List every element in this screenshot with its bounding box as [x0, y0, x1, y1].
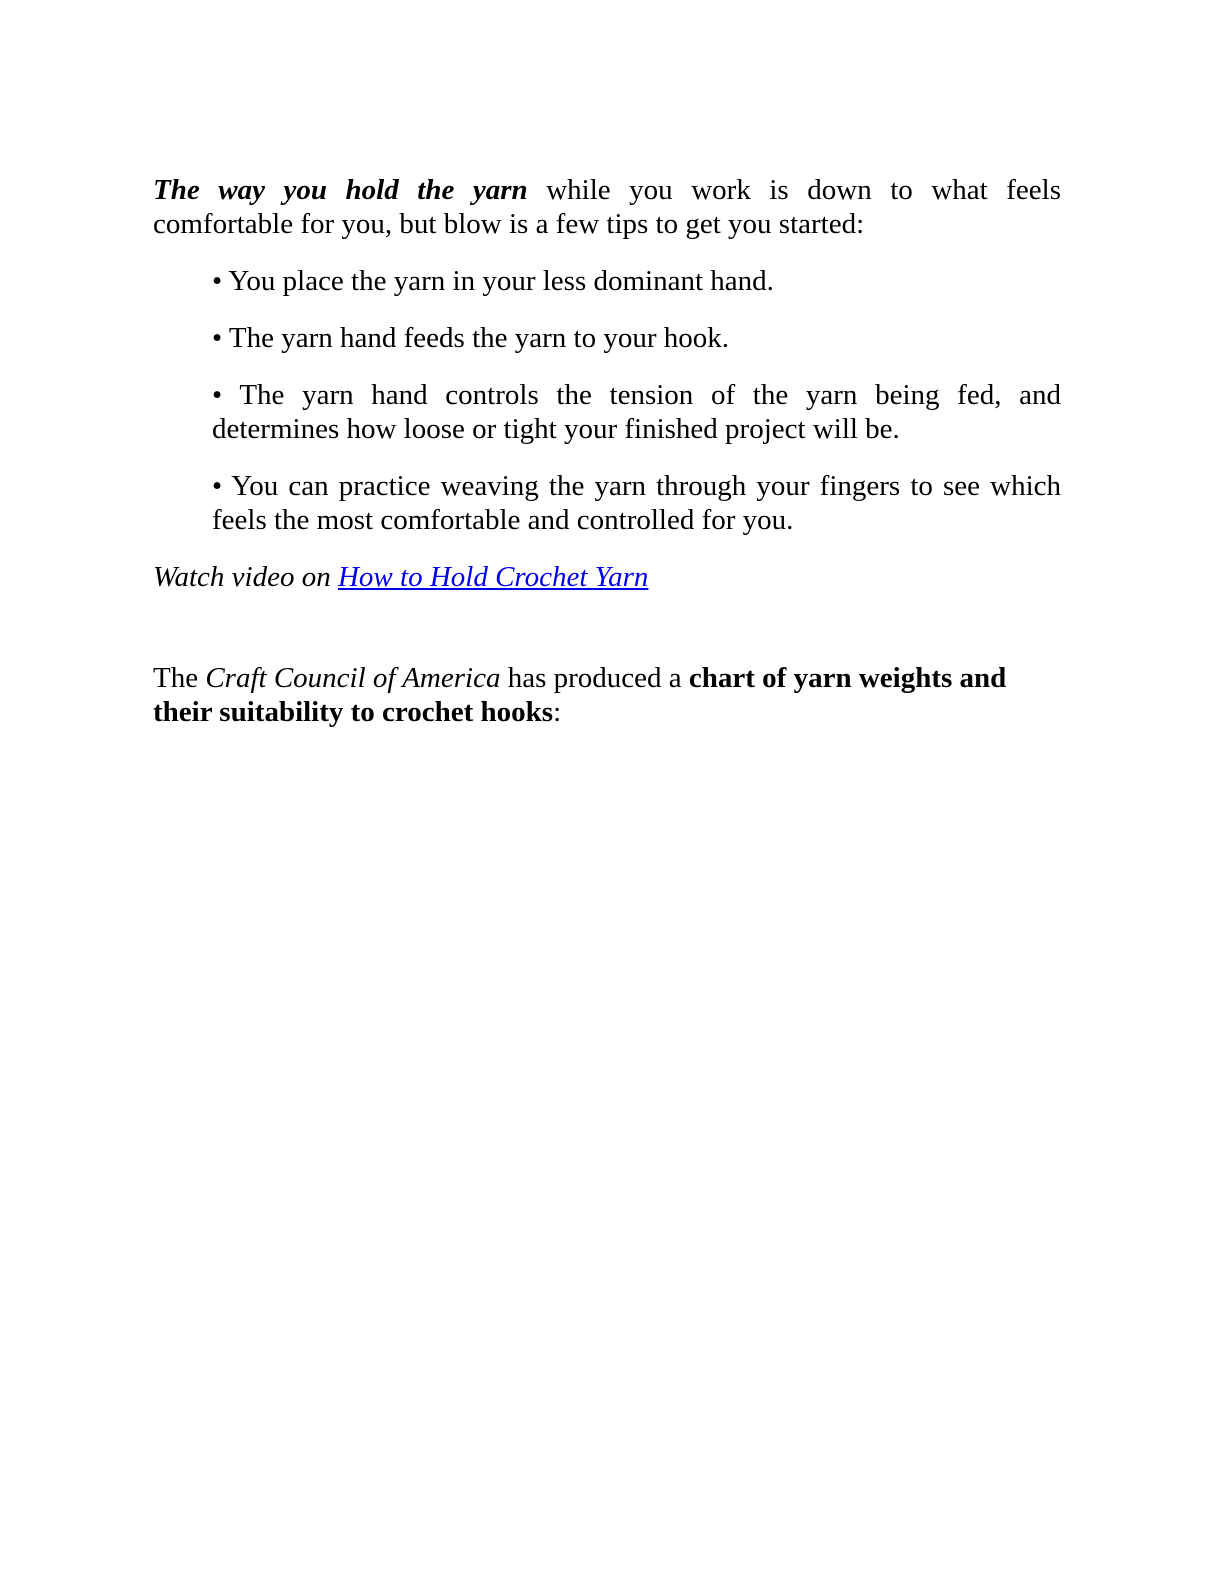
document-page	[153, 173, 1061, 729]
tips-list	[153, 264, 1061, 537]
video-line	[153, 560, 1061, 594]
tip-text: You can practice weaving the yarn through your fingers to see which feels the most comfortable and controlled for you.	[212, 470, 1061, 536]
tip-item-2	[212, 321, 1061, 355]
intro-lead-emphasis: The way you hold the yarn	[153, 174, 528, 206]
bullet-icon: •	[212, 265, 223, 297]
bullet-icon: •	[212, 470, 223, 502]
council-org-name: Craft Council of America	[205, 662, 501, 694]
intro-text: while you work is down to what feels comfortable for you, but blow is a few tips to get you started:	[153, 174, 1061, 240]
council-text-2: has produced a	[500, 662, 689, 694]
tip-text: You place the yarn in your less dominant hand.	[228, 265, 774, 297]
council-text-end: :	[553, 696, 562, 728]
tip-item-4	[212, 469, 1061, 537]
intro-paragraph	[153, 173, 1061, 241]
tip-text: The yarn hand feeds the yarn to your hook.	[228, 322, 729, 354]
video-link[interactable]: How to Hold Crochet Yarn	[337, 561, 649, 593]
bullet-icon: •	[212, 379, 223, 411]
council-paragraph	[153, 661, 1023, 729]
tip-item-3	[212, 378, 1061, 446]
council-text-1: The	[153, 662, 206, 694]
tip-item-1	[212, 264, 1061, 298]
video-prefix: Watch video on	[153, 561, 338, 593]
tip-text: The yarn hand controls the tension of the yarn being fed, and determines how loose or tight your finished project will be.	[212, 379, 1061, 445]
bullet-icon: •	[212, 322, 223, 354]
council-chart-emphasis: chart of yarn weights and their suitability to crochet hooks	[153, 662, 1007, 728]
